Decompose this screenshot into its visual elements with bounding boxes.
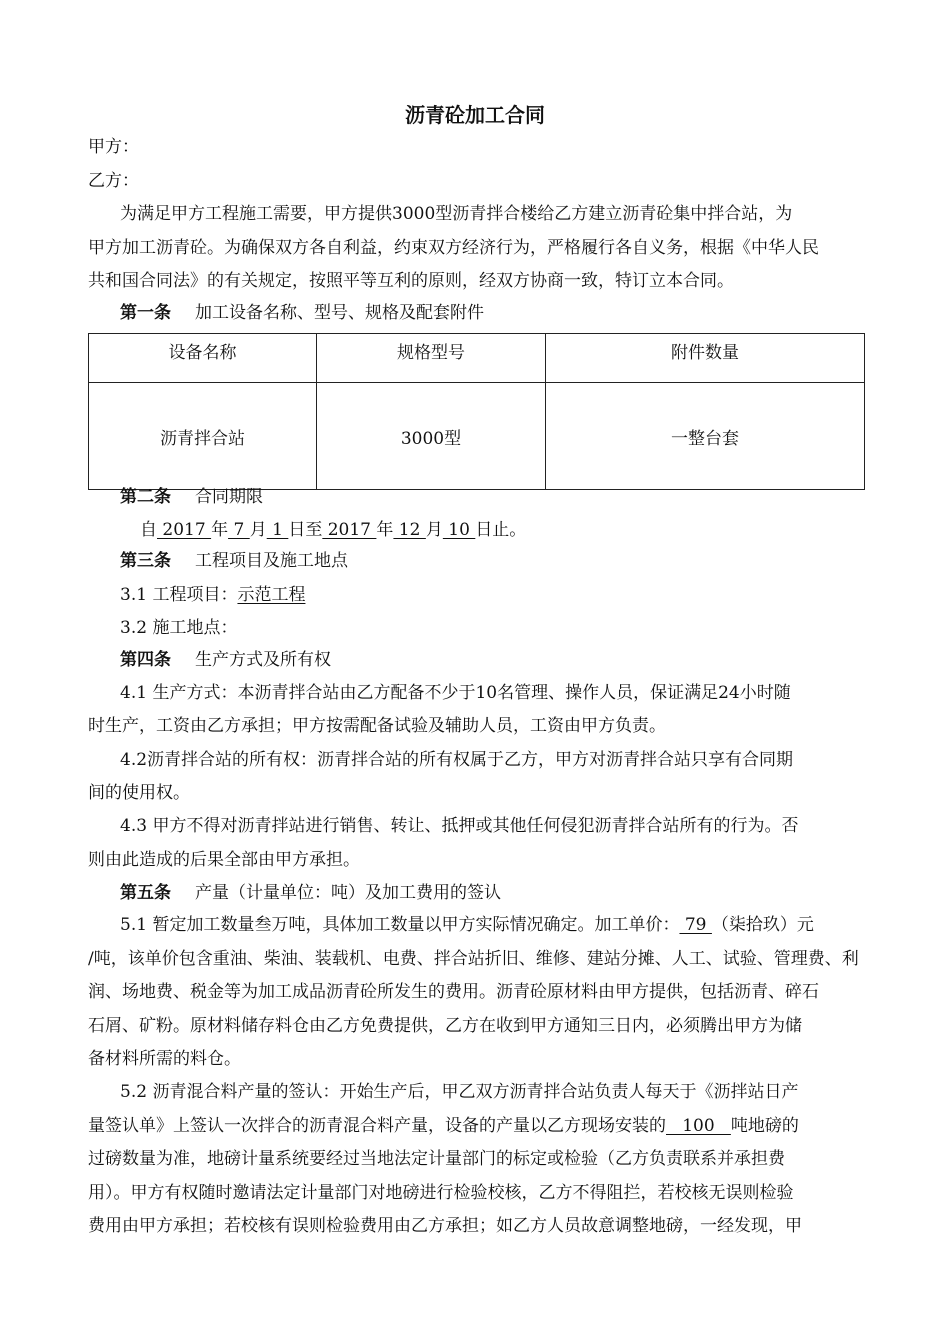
section-5-1-line-3: 润、场地费、税金等为加工成品沥青砼所发生的费用。沥青砼原材料由甲方提供，包括沥青、碎石 (88, 982, 819, 1002)
period-text: 日止。 (475, 520, 527, 540)
party-b-line: 乙方： (88, 171, 139, 191)
start-year: 2017 (157, 520, 212, 540)
section-4-line-4: 间的使用权。 (88, 783, 190, 803)
article-1-heading (0, 302, 950, 324)
cell-device-name: 沥青拌合站 (89, 383, 317, 490)
section-5-1-line-5: 备材料所需的料仓。 (88, 1049, 241, 1069)
project-name: 示范工程 (237, 585, 306, 605)
section-5-2-line-2 (0, 1115, 950, 1137)
article-3-text: 工程项目及施工地点 (195, 551, 348, 571)
header-attachment-qty: 附件数量 (546, 334, 865, 383)
section-5-1-prefix: 5.1 暂定加工数量叁万吨，具体加工数量以甲方实际情况确定。加工单价： (120, 915, 680, 935)
period-text: 年 (211, 520, 229, 540)
cell-attachment-qty: 一整台套 (546, 383, 865, 490)
table-row (89, 383, 865, 490)
article-2-label: 第二条 (120, 487, 171, 507)
equipment-table-header (89, 334, 865, 383)
section-5-1-suffix: （柒拾玖）元 (711, 915, 814, 935)
article-3-heading (0, 550, 950, 572)
article-5-label: 第五条 (120, 883, 171, 903)
section-5-2-line-3: 过磅数量为准，地磅计量系统要经过当地法定计量部门的标定或检验（乙方负责联系并承担费 (88, 1149, 785, 1169)
article-4-text: 生产方式及所有权 (195, 650, 331, 670)
section-5-2-prefix: 量签认单》上签认一次拌合的沥青混合料产量，设备的产量以乙方现场安装的 (88, 1116, 666, 1136)
article-4-label: 第四条 (120, 650, 171, 670)
header-device-name: 设备名称 (89, 334, 317, 383)
header-spec-model: 规格型号 (317, 334, 546, 383)
period-text: 月 (425, 520, 443, 540)
period-text: 日至 (288, 520, 323, 540)
section-5-2-line-4: 用）。甲方有权随时邀请法定计量部门对地磅进行检验校核，乙方不得阻拦，若校核无误则检验 (88, 1183, 794, 1203)
contract-period-line (0, 519, 950, 541)
section-4-line-6: 则由此造成的后果全部由甲方承担。 (88, 850, 360, 870)
article-4-heading (0, 649, 950, 671)
section-5-2-line-1: 5.2 沥青混合料产量的签认：开始生产后，甲乙双方沥青拌合站负责人每天于《沥拌站日产 (120, 1082, 799, 1102)
article-1-text: 加工设备名称、型号、规格及配套附件 (195, 303, 484, 323)
article-2-heading (0, 486, 950, 508)
period-text: 月 (249, 520, 267, 540)
article-2-text: 合同期限 (195, 487, 263, 507)
section-5-2-line-5: 费用由甲方承担；若校核有误则检验费用由乙方承担；如乙方人员故意调整地磅，一经发现，甲 (88, 1216, 802, 1236)
end-day: 10 (442, 520, 476, 540)
section-3-1 (0, 584, 950, 606)
unit-price: 79 (679, 915, 712, 935)
end-year: 2017 (322, 520, 377, 540)
article-3-label: 第三条 (120, 551, 171, 571)
end-month: 12 (393, 520, 426, 540)
period-text: 自 (140, 520, 157, 540)
intro-line-3: 共和国合同法》的有关规定，按照平等互利的原则，经双方协商一致，特订立本合同。 (88, 271, 734, 291)
section-5-1-line-4: 石屑、矿粉。原材料储存料仓由乙方免费提供，乙方在收到甲方通知三日内，必须腾出甲方为储 (88, 1016, 802, 1036)
section-4-line-3: 4.2沥青拌合站的所有权：沥青拌合站的所有权属于乙方，甲方对沥青拌合站只享有合同期 (120, 750, 794, 770)
start-day: 1 (266, 520, 289, 540)
section-5-2-suffix: 吨地磅的 (730, 1116, 799, 1136)
section-5-1-line-2: /吨，该单价包含重油、柴油、装载机、电费、拌合站折旧、维修、建站分摊、人工、试验、管理费、利 (88, 949, 859, 969)
article-5-heading (0, 882, 950, 904)
cell-spec-model: 3000型 (317, 383, 546, 490)
section-4-line-1: 4.1 生产方式：本沥青拌合站由乙方配备不少于10名管理、操作人员，保证满足24小时随 (120, 683, 791, 703)
section-4-line-5: 4.3 甲方不得对沥青拌站进行销售、转让、抵押或其他任何侵犯沥青拌合站所有的行为。否 (120, 816, 799, 836)
start-month: 7 (228, 520, 250, 540)
article-1-label: 第一条 (120, 303, 171, 323)
article-5-text: 产量（计量单位：吨）及加工费用的签认 (195, 883, 501, 903)
equipment-table (88, 333, 865, 490)
party-a-line: 甲方： (88, 137, 139, 157)
intro-line-2: 甲方加工沥青砼。为确保双方各自利益，约束双方经济行为，严格履行各自义务，根据《中华人民 (88, 238, 819, 258)
section-4-line-2: 时生产，工资由乙方承担；甲方按需配备试验及辅助人员，工资由甲方负责。 (88, 716, 666, 736)
section-5-1-line-1 (0, 914, 950, 936)
intro-line-1: 为满足甲方工程施工需要，甲方提供3000型沥青拌合楼给乙方建立沥青砼集中拌合站，为 (120, 204, 793, 224)
section-3-1-prefix: 3.1 工程项目： (120, 585, 238, 605)
scale-capacity: 100 (666, 1116, 731, 1136)
period-text: 年 (376, 520, 394, 540)
section-3-2: 3.2 施工地点： (120, 618, 238, 638)
document-title: 沥青砼加工合同 (405, 103, 545, 127)
